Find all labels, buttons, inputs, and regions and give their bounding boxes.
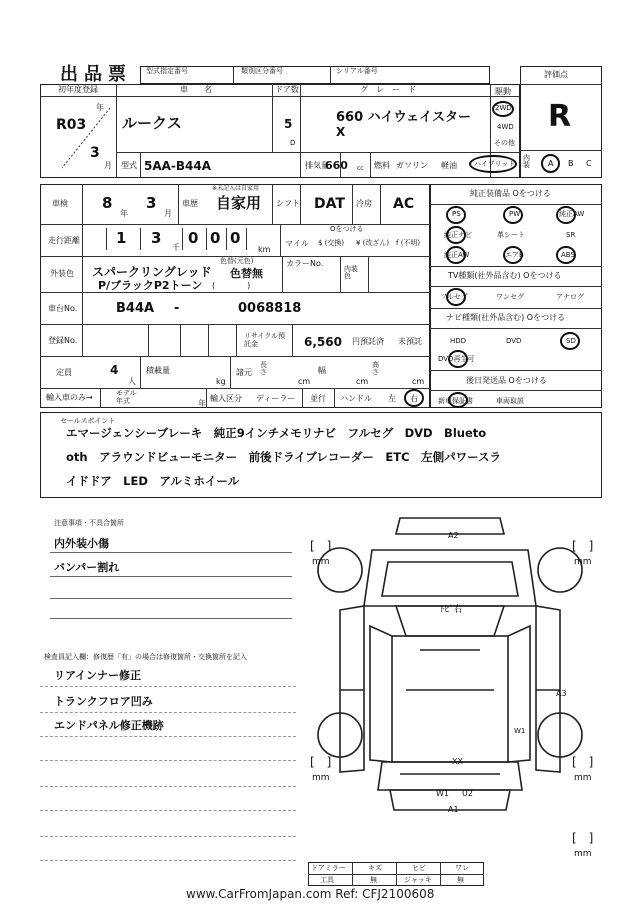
fuel-gasoline: ガソリン (396, 161, 428, 170)
model-year-unit: 年 (198, 399, 206, 408)
width-label: 幅 (318, 366, 326, 375)
aftermarket-title: 後日発送品 Oをつける (466, 376, 547, 385)
sales-points-label: セールスポイント (60, 417, 116, 425)
tv-fullseg-circle (446, 288, 466, 306)
tv-fullseg: フルセグ (440, 293, 468, 301)
aftermarket-manual: 車両取説 (496, 397, 524, 405)
drive-other: その他 (494, 139, 515, 147)
mark-xx: XX (452, 757, 463, 766)
import-parallel: 並行 (310, 394, 326, 403)
color-value: スパークリングレッド (92, 265, 212, 279)
displacement-value: 660 (325, 159, 348, 172)
mark-w1-rear: W1 (436, 789, 449, 798)
inspection-label: 車検 (52, 199, 68, 208)
legend-h3: ヒビ (412, 864, 426, 872)
first-reg-label: 初年度登録 (58, 85, 98, 94)
equip-genuine-navi: 純正ナビ (444, 231, 472, 239)
first-reg-month: 3 (90, 145, 100, 161)
chassis-label: 車台No. (48, 304, 78, 313)
aircon-value: AC (393, 196, 415, 212)
mileage-digit-2: 3 (151, 229, 162, 247)
header-label-1: 型式指定番号 (146, 67, 188, 75)
model-label: 型式 (121, 161, 137, 170)
navi-dvd: DVD (506, 337, 522, 345)
mileage-digit-4: 0 (210, 229, 221, 247)
footer-watermark: www.CarFromJapan.com Ref: CFJ2100608 (186, 887, 435, 901)
recycle-label: リサイクル預託金 (244, 332, 286, 349)
interior-option-c: C (586, 159, 592, 168)
chassis-number: 0068818 (238, 301, 302, 316)
equip-airbag-circle (503, 246, 523, 264)
interior-label: 内装 (523, 154, 530, 169)
equip-genuine-aw: 純正AW (559, 210, 585, 218)
drive-4wd: 4WD (497, 123, 514, 131)
color-no-label: カラーNo. (286, 259, 324, 268)
shift-value: DAT (314, 196, 345, 212)
mileage-digit-1: 1 (116, 229, 127, 247)
drive-2wd: 2WD (495, 104, 512, 112)
fuel-diesel: 軽油 (441, 161, 457, 170)
aftermarket-warranty: 新車保証書 (438, 397, 473, 405)
inspection-month-unit: 月 (164, 209, 172, 218)
legend-r3: ジャッキ (404, 876, 432, 884)
fuel-hybrid: ハイブリッド (474, 160, 516, 168)
inspector-line-3: エンドパネル修正機跡 (54, 719, 164, 732)
tire-depth-spare: [ ] (572, 831, 594, 845)
navi-dvd-play: DVD再生可 (438, 355, 475, 363)
equip-aw-circle (556, 206, 576, 224)
car-name-label: 車 名 (180, 85, 212, 94)
recycle-unpaid: 未預託 (398, 337, 422, 346)
model-value: 5AA-B44A (144, 159, 212, 173)
navi-dvd-play-circle (448, 350, 468, 368)
interior-color-label: 内装色 (344, 265, 358, 280)
header-id-box (140, 66, 490, 84)
equip-ps: PS (452, 210, 461, 218)
import-type-label: 輸入区分 (210, 394, 242, 403)
legend-r1: 工具 (320, 876, 334, 884)
year-unit: 年 (96, 103, 104, 112)
navi-hdd: HDD (450, 337, 467, 345)
legend-h1: ドアミラー (311, 864, 346, 872)
inspector-line-2: トランクフロア凹み (54, 695, 153, 708)
equip-aw2-circle (446, 246, 466, 264)
chassis-prefix: B44A (116, 301, 155, 316)
rating-value: R (548, 99, 572, 134)
cm-unit-3: cm (412, 377, 425, 386)
model-year-label: モデル年式 (116, 389, 137, 405)
aircon-label: 冷房 (356, 199, 372, 208)
km-unit: km (258, 245, 271, 254)
doors-sub: D (290, 139, 296, 147)
grade-value: 660 ハイウェイスター (336, 110, 472, 125)
equip-sr: SR (566, 231, 576, 239)
mark-a3: A3 (556, 689, 567, 698)
equip-leather: 革シート (497, 231, 525, 239)
mark-a2: A2 (448, 531, 459, 540)
equip-pw: PW (509, 210, 521, 218)
cc-unit: cc (357, 165, 364, 172)
drive-2wd-circle (492, 101, 514, 117)
page-title: 出品票 (60, 64, 132, 85)
load-label: 積載量 (146, 366, 170, 375)
color-label: 外装色 (50, 269, 74, 278)
equip-navi-circle (446, 226, 466, 244)
mileage-digit-3: 0 (188, 229, 199, 247)
import-label: 輸入車のみ→ (46, 393, 93, 402)
car-diagram (300, 510, 600, 820)
warranty-circle (448, 392, 468, 408)
inspector-line-1: リアインナー修正 (54, 669, 142, 682)
doors-value: 5 (284, 117, 293, 131)
sales-line-3: イドドア LED アルミホイール (66, 474, 240, 488)
thousand-unit: 千 (172, 243, 180, 252)
legend-r4: 無 (457, 876, 464, 884)
capacity-label: 定員 (56, 368, 72, 377)
import-dealer: ディーラー (256, 394, 296, 403)
tv-oneseg: ワンセグ (496, 293, 524, 301)
grade-value-2: X (336, 125, 346, 139)
handle-right-circle (404, 389, 424, 407)
tire-depth-fl: [ ] (310, 539, 332, 553)
equip-pw-circle (503, 206, 523, 224)
height-label: 高さ (372, 361, 379, 376)
history-note: ※未記入は自家用 (212, 185, 260, 192)
tire-mm-spare: mm (574, 849, 592, 859)
mark-roof-right: ﾄﾋﾞ右 (440, 605, 463, 615)
chassis-dash: - (174, 301, 180, 316)
car-name: ルークス (122, 114, 182, 132)
tire-depth-fr: [ ] (572, 539, 594, 553)
mark-u2: U2 (462, 789, 473, 798)
tire-mm-fr: mm (574, 557, 592, 567)
handle-left: 左 (388, 394, 396, 403)
dims-label: 諸元 (236, 368, 252, 377)
equip-ps-circle (446, 206, 466, 224)
genuine-title: 純正装備品 Oをつける (470, 189, 551, 198)
header-label-3: シリアル番号 (336, 67, 378, 75)
inspection-month: 3 (146, 194, 157, 212)
navi-sd: SD (566, 337, 576, 345)
header-label-2: 類別区分番号 (241, 67, 283, 75)
sales-line-2: oth アラウンドビューモニター 前後ドライブレコーダー ETC 左側パワースラ (66, 450, 501, 464)
doors-label: ドア数 (275, 85, 299, 94)
mark-w1-side: W1 (514, 727, 526, 735)
tire-mm-rl: mm (312, 773, 330, 783)
cm-unit-2: cm (356, 377, 369, 386)
equip-airbag: エアB (505, 251, 524, 259)
displacement-label: 排気量 (305, 161, 329, 170)
legend-h2: キズ (368, 864, 382, 872)
recycle-status: 円預託済 (352, 337, 384, 346)
mile-option-unknown: f (不明) (396, 239, 421, 247)
mile-option-exchange: $ (交換) (318, 239, 345, 247)
inspector-label: 検査員記入欄：修復歴「有」の場合は修復箇所・交換箇所を記入 (44, 653, 247, 661)
mileage-digit-5: 0 (230, 229, 241, 247)
sales-line-1: エマージェンシーブレーキ 純正9インチメモリナビ フルセグ DVD Blueto (66, 426, 487, 440)
equip-genuine-aw-2: 純正AW (444, 251, 470, 259)
color-change-label: 色替(元色) (220, 257, 254, 265)
mileage-label: 走行距離 (48, 236, 80, 245)
fuel-label: 燃料 (374, 161, 390, 170)
tire-mm-fl: mm (312, 557, 330, 567)
handle-label: ハンドル (340, 394, 372, 403)
cm-unit-1: cm (298, 377, 311, 386)
capacity-value: 4 (110, 363, 119, 377)
recycle-value: 6,560 (304, 335, 342, 349)
tire-depth-rl: [ ] (310, 755, 332, 769)
mile-label: マイル (285, 239, 309, 248)
navi-title: ナビ種類(社外品含む) Oをつける (446, 313, 566, 322)
equip-abs-circle (556, 246, 576, 264)
color-paren: ( ) (212, 281, 251, 290)
circle-note: Oをつける (330, 225, 364, 233)
length-label: 長さ (260, 361, 267, 376)
rating-label: 評価点 (544, 70, 568, 79)
navi-sd-circle (560, 332, 580, 350)
tv-title: TV種類(社外品含む) Oをつける (448, 271, 562, 280)
tire-depth-rr: [ ] (572, 755, 594, 769)
interior-option-a: A (548, 159, 554, 168)
tv-analog: アナログ (556, 293, 584, 301)
drive-label: 駆動 (495, 87, 511, 96)
history-label: 車歴 (182, 199, 198, 208)
interior-option-b: B (568, 159, 574, 168)
inspection-year: 8 (102, 194, 113, 212)
color-value-2: P/ブラックP2トーン (98, 279, 203, 292)
notes-line-1: 内外装小傷 (54, 537, 109, 550)
history-value: 自家用 (216, 194, 262, 212)
equip-abs: ABS (561, 251, 575, 259)
mile-option-tamper: ¥ (改ざん) (356, 239, 390, 247)
notes-line-2: バンパー割れ (54, 561, 120, 574)
shift-label: シフト (276, 199, 300, 208)
interior-a-circle (541, 154, 560, 173)
notes-label: 注意事項・不具合箇所 (54, 519, 124, 527)
mark-a1: A1 (448, 805, 459, 814)
kg-unit: kg (216, 377, 226, 386)
month-unit: 月 (104, 161, 112, 170)
person-unit: 人 (128, 377, 136, 386)
first-reg-year: R03 (56, 117, 87, 133)
color-change-value: 色替無 (230, 267, 263, 280)
registration-label: 登録No. (48, 336, 78, 345)
tire-mm-rr: mm (574, 773, 592, 783)
handle-right: 右 (410, 394, 418, 403)
fuel-hybrid-circle (469, 155, 517, 173)
legend-h4: ワレ (455, 864, 469, 872)
inspection-year-unit: 年 (120, 209, 128, 218)
grade-label: グ レ ー ド (360, 85, 416, 94)
legend-r2: 無 (370, 876, 377, 884)
